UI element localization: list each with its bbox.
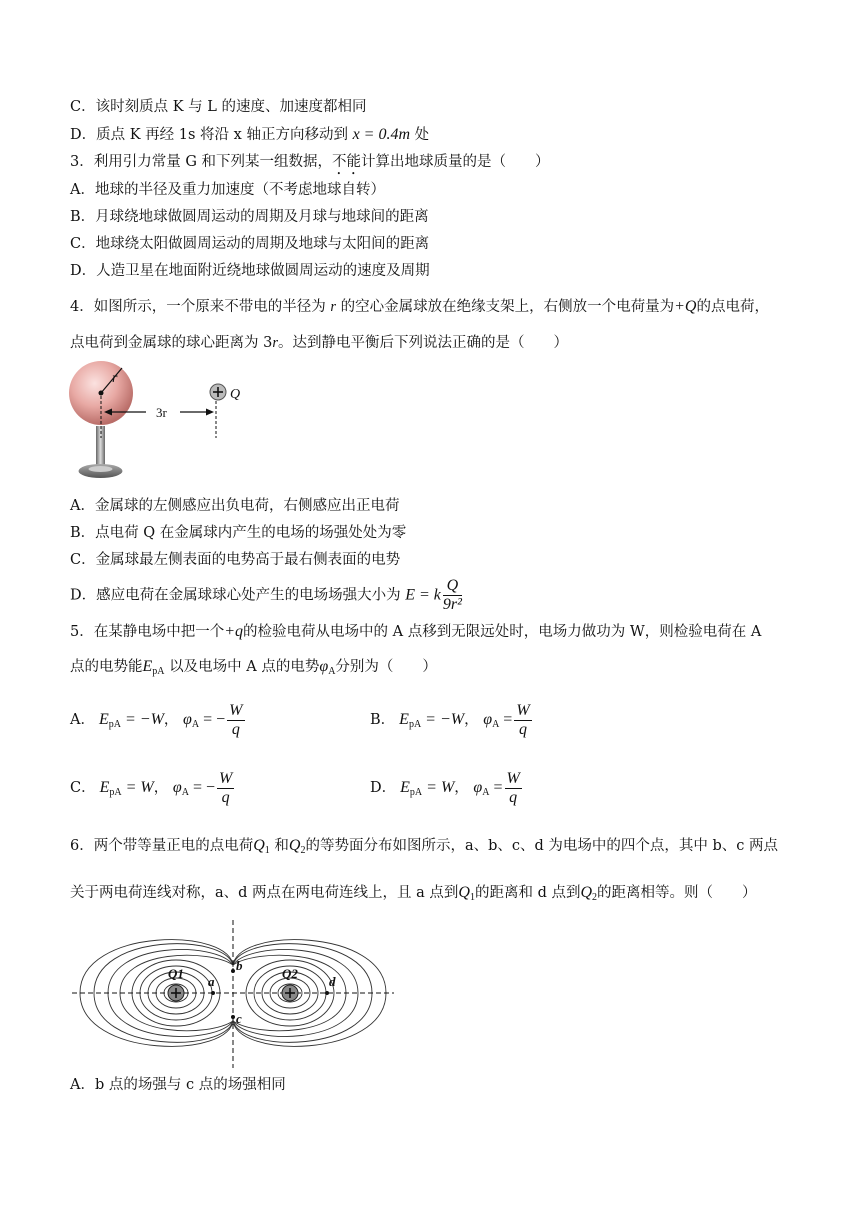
q4-stem-line2: [70, 333, 568, 353]
q5-stem1-b: 的检验电荷从电场中的 A 点移到无限远处时，电场力做功为 W，则检验电荷在 A: [243, 624, 762, 640]
q5-option-label: D．: [370, 780, 397, 796]
point-b-dot: [231, 969, 235, 973]
q5-option-num: W: [229, 701, 243, 719]
q5-option-phisub: A: [181, 787, 189, 798]
q5-option-esub: pA: [108, 719, 121, 730]
q5-stem2-a: 点的电势能: [70, 659, 143, 675]
q4-option-d-text: D．感应电荷在金属球球心处产生的电场场强大小为: [70, 587, 401, 604]
q5-stem2-b: 以及电场中 A 点的电势: [169, 659, 320, 675]
fig-c-label: c: [236, 1011, 242, 1026]
q5-option-ep-value: = −W: [421, 711, 465, 728]
q5-option-phi-eq: = −: [188, 779, 215, 796]
q4-option-d: [70, 577, 464, 614]
fig-a-label: a: [208, 974, 215, 989]
q5-option-phi: φ: [172, 779, 182, 796]
q5-option-den: q: [231, 720, 240, 738]
q5-option-label: C．: [70, 780, 96, 796]
q5-option-num: W: [516, 701, 530, 719]
q4-option-c: C．金属球最左侧表面的电势高于最右侧表面的电势: [70, 552, 401, 568]
fig-distance-label: 3r: [156, 405, 167, 420]
q5-stem2-esub: pA: [152, 666, 165, 677]
q5-option-phi-eq: = −: [199, 711, 226, 728]
q5-option-ep-value: = −W: [121, 711, 164, 728]
q3-stem: [70, 152, 550, 178]
q3-stem-emphasis: 不能: [332, 154, 362, 170]
q5-option-comma: ，: [454, 780, 474, 796]
q4-stem1-a: 4．如图所示，一个原来不带电的半径为: [70, 299, 331, 315]
q6-stem2-q2: Q: [580, 884, 593, 901]
q4-stem1-r: r: [330, 299, 336, 315]
q5-stem2-c: 分别为（ ）: [335, 659, 437, 675]
q6-stem1-q1s: 1: [264, 845, 270, 856]
q5-option-den: q: [221, 788, 230, 806]
fig-q2-label: Q2: [282, 966, 298, 981]
q2-option-d-text: D．质点 K 再经 1s 将沿 x 轴正方向移动到: [70, 127, 348, 143]
q5-option-phi-eq: =: [489, 779, 503, 796]
q3-option-c: C．地球绕太阳做圆周运动的周期及地球与太阳间的距离: [70, 236, 430, 252]
q4-option-b: B．点电荷 Q 在金属球内产生的电场的场强处处为零: [70, 525, 407, 541]
q4-stem1-b: 的空心金属球放在绝缘支架上，右侧放一个电荷量为: [336, 299, 675, 315]
q4-stem2-a: 点电荷到金属球的球心距离为 3: [70, 335, 273, 351]
q6-stem1-q2s: 2: [300, 845, 306, 856]
q3-option-b: B．月球绕地球做圆周运动的周期及月球与地球间的距离: [70, 209, 429, 225]
q5-option-phi: φ: [473, 779, 483, 796]
q5-stem1-a: 5．在某静电场中把一个: [70, 624, 225, 640]
q5-option-num: W: [219, 769, 233, 787]
fig-q1-label: Q1: [168, 966, 184, 981]
q3-stem-part1: 3．利用引力常量 G 和下列某一组数据，: [70, 154, 333, 170]
q2-option-d: [70, 125, 429, 145]
sphere-center-dot: [99, 391, 104, 396]
arrow-right-icon: [206, 409, 214, 416]
q4-stem2-r: r: [272, 335, 278, 351]
point-a-dot: [211, 991, 215, 995]
q6-stem2-b: 的距离和 d 点到: [474, 885, 581, 901]
q4-figure: [68, 358, 258, 486]
q6-stem1-a: 6．两个带等量正电的点电荷: [70, 838, 254, 854]
q3-option-d: D．人造卫星在地面附近绕地球做圆周运动的速度及周期: [70, 263, 430, 279]
q5-option-fraction: [505, 770, 522, 807]
q5-option-ep-value: = W: [422, 779, 455, 796]
point-c-dot: [231, 1015, 235, 1019]
q5-option-esub: pA: [409, 787, 423, 798]
q6-stem1-q2: Q: [288, 837, 301, 854]
q5-option-comma: ，: [464, 712, 484, 728]
q5-option-den: q: [518, 720, 527, 738]
q6-stem1-c: 的等势面分布如图所示，a、b、c、d 为电场中的四个点，其中 b、c 两点: [305, 838, 779, 854]
q6-stem2-q1s: 1: [469, 892, 475, 903]
q5-stem-line2: [70, 657, 437, 682]
q5-option-label: A．: [70, 712, 95, 728]
q5-option-phisub: A: [482, 787, 490, 798]
q5-option-phi: φ: [183, 711, 192, 728]
q5-option-num: W: [506, 769, 520, 787]
q5-stem2-phi: φ: [319, 658, 329, 675]
q5-stem2-e: E: [142, 658, 153, 675]
q5-option-ep-value: = W: [121, 779, 154, 796]
q6-stem1-b: 和: [274, 838, 289, 854]
q3-stem-part2: 计算出地球质量的是（ ）: [361, 154, 550, 170]
q5-option-d: [370, 768, 524, 813]
q5-option-esub: pA: [109, 787, 122, 798]
q6-stem-line2: [70, 883, 757, 908]
q6-stem2-a: 关于两电荷连线对称，a、d 两点在两电荷连线上，且 a 点到: [70, 885, 459, 901]
fig-b-label: b: [236, 958, 243, 973]
q6-option-a: A．b 点的场强与 c 点的场强相同: [70, 1077, 286, 1093]
q5-stem2-phisub: A: [328, 666, 336, 677]
q4-option-d-fraction: [443, 577, 462, 614]
q6-stem-line1: [70, 836, 778, 861]
q5-option-fraction: [217, 770, 234, 807]
q5-option-fraction: [227, 702, 244, 739]
q5-stem-line1: [70, 622, 761, 642]
q3-option-a: A．地球的半径及重力加速度（不考虑地球自转）: [70, 182, 385, 198]
q6-stem2-c: 的距离相等。则（ ）: [597, 885, 757, 901]
q5-option-b: [370, 700, 534, 745]
fig-radius-label: r: [112, 371, 118, 386]
q5-stem1-q: +q: [224, 623, 244, 640]
q4-option-d-formula: E = k: [405, 586, 441, 604]
q6-stem1-q1: Q: [253, 837, 265, 854]
q2-option-d-tail: 处: [414, 127, 430, 143]
q6-stem2-q1: Q: [458, 884, 470, 901]
q4-stem-line1: [70, 297, 769, 317]
q5-option-phisub: A: [191, 719, 200, 730]
q4-option-d-num: Q: [443, 577, 462, 596]
q4-stem2-b: 。达到静电平衡后下列说法正确的是（ ）: [278, 335, 568, 351]
q5-option-e: E: [94, 711, 109, 728]
q5-option-phisub: A: [492, 719, 500, 730]
q5-option-comma: ，: [153, 780, 173, 796]
fig-charge-label: Q: [230, 387, 241, 402]
q4-stem1-q: +Q: [674, 298, 697, 315]
q5-option-phi: φ: [483, 711, 493, 728]
q6-stem2-q2s: 2: [592, 892, 598, 903]
q5-option-esub: pA: [408, 719, 422, 730]
q5-option-fraction: [514, 702, 531, 739]
q2-option-c: C．该时刻质点 K 与 L 的速度、加速度都相同: [70, 99, 367, 115]
q4-option-d-den: 9r²: [442, 596, 462, 613]
point-d-dot: [325, 991, 329, 995]
q6-equipotential-figure: [72, 920, 394, 1068]
q5-option-den: q: [509, 788, 518, 806]
q5-option-e: E: [396, 779, 410, 796]
q5-option-e: E: [395, 711, 409, 728]
q4-stem1-c: 的点电荷，: [696, 299, 769, 315]
q4-option-a: A．金属球的左侧感应出负电荷，右侧感应出正电荷: [70, 498, 400, 514]
q5-option-e: E: [95, 779, 110, 796]
q5-option-c: [70, 768, 236, 813]
q5-option-phi-eq: =: [499, 711, 513, 728]
fig-d-label: d: [329, 974, 336, 989]
q2-option-d-math: x = 0.4m: [352, 126, 411, 143]
q5-option-a: [70, 700, 247, 745]
q5-option-label: B．: [370, 712, 396, 728]
q5-option-comma: ，: [163, 712, 184, 728]
